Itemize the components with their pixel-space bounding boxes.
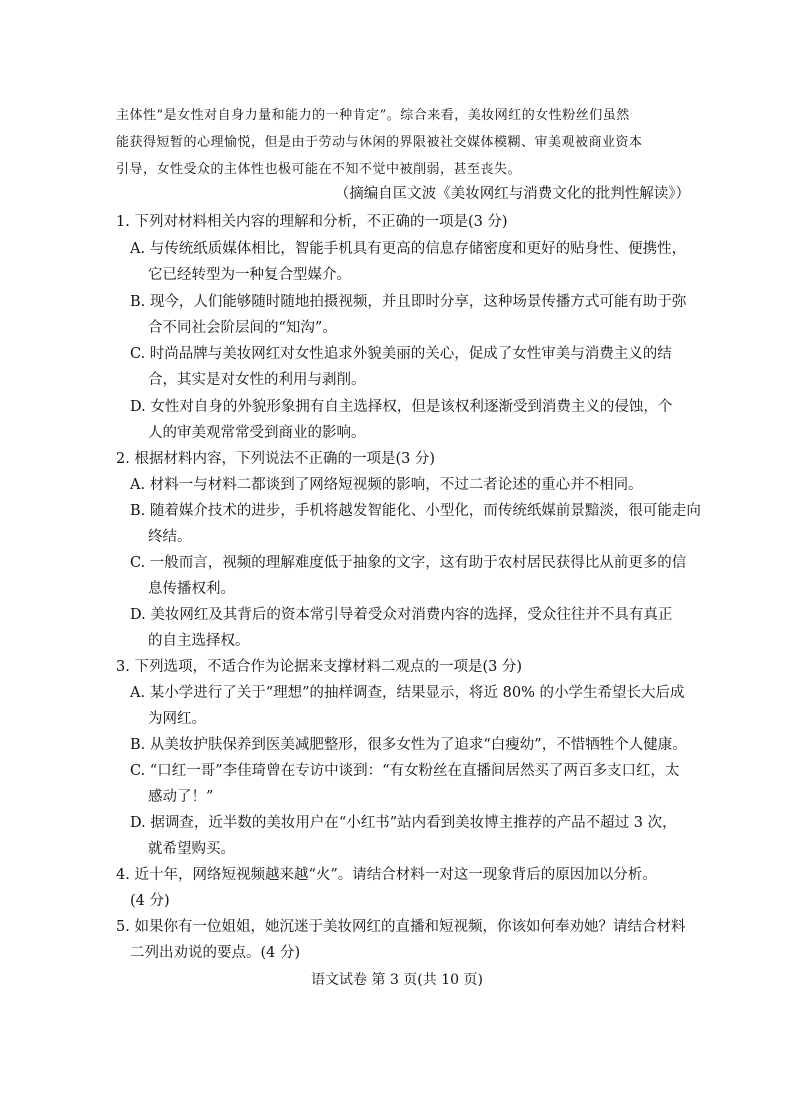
q2-option-d: D. 美妆网红及其背后的资本常引导着受众对消费内容的选择，受众往往并不具有真正: [130, 607, 673, 623]
page-footer: 语文试卷 第 3 页(共 10 页): [311, 972, 483, 988]
q1-option-d: D. 女性对自身的外貌形象拥有自主选择权，但是该权利逐渐受到消费主义的侵蚀，个: [130, 399, 673, 415]
question-4-stem: 4. 近十年，网络短视频越来越“火”。请结合材料一对这一现象背后的原因加以分析。: [116, 867, 657, 883]
intro-line-3: 引导，女性受众的主体性也极可能在不知不觉中被削弱，甚至丧失。: [116, 162, 522, 177]
q1-option-a: A. 与传统纸质媒体相比，智能手机具有更高的信息存储密度和更好的贴身性、便携性，: [130, 241, 687, 257]
q3-option-d: D. 据调查，近半数的美妆用户在“小红书”站内看到美妆博主推荐的产品不超过 3 次，: [130, 815, 677, 831]
q1-option-b-cont: 合不同社会阶层间的“知沟”。: [148, 320, 337, 336]
q2-option-a: A. 材料一与材料二都谈到了网络短视频的影响，不过二者论述的重心并不相同。: [130, 477, 643, 493]
q1-option-a-cont: 它已经转型为一种复合型媒介。: [148, 267, 351, 283]
q2-option-b-cont: 终结。: [148, 529, 192, 545]
q2-option-c-cont: 息传播权利。: [148, 581, 235, 597]
question-5-stem: 5. 如果你有一位姐姐，她沉迷于美妆网红的直播和短视频，你该如何奉劝她？请结合材料: [116, 919, 686, 935]
q3-option-a-cont: 为网红。: [148, 711, 206, 727]
q1-option-c-cont: 合，其实是对女性的利用与剥削。: [148, 372, 366, 388]
q2-option-c: C. 一般而言，视频的理解难度低于抽象的文字，这有助于农村居民获得比从前更多的信: [130, 555, 687, 571]
question-4-points: (4 分): [130, 893, 170, 909]
q3-option-d-cont: 就希望购买。: [148, 841, 235, 857]
q1-option-b: B. 现今，人们能够随时随地拍摄视频，并且即时分享，这种场景传播方式可能有助于弥: [130, 294, 687, 310]
q3-option-b: B. 从美妆护肤保养到医美减肥整形，很多女性为了追求“白瘦幼”，不惜牺牲个人健康。: [130, 737, 687, 753]
q1-option-d-cont: 人的审美观常常受到商业的影响。: [148, 425, 366, 441]
q1-option-c: C. 时尚品牌与美妆网红对女性追求外貌美丽的关心，促成了女性审美与消费主义的结: [130, 346, 672, 362]
question-1-stem: 1. 下列对材料相关内容的理解和分析，不正确的一项是(3 分): [116, 214, 508, 230]
q3-option-c-cont: 感动了！”: [148, 789, 214, 805]
q2-option-b: B. 随着媒介技术的进步，手机将越发智能化、小型化，而传统纸媒前景黯淡，很可能走向: [130, 503, 701, 519]
source-citation: （摘编自匡文波《美妆网红与消费文化的批判性解读》）: [334, 186, 690, 202]
question-3-stem: 3. 下列选项，不适合作为论据来支撑材料二观点的一项是(3 分): [116, 659, 523, 675]
intro-line-2: 能获得短暂的心理愉悦，但是由于劳动与休闲的界限被社交媒体模糊、审美观被商业资本: [116, 135, 643, 150]
q2-option-d-cont: 的自主选择权。: [148, 633, 250, 649]
q3-option-a: A. 某小学进行了关于“理想”的抽样调查，结果显示，将近 80% 的小学生希望长大后成: [130, 685, 685, 701]
question-2-stem: 2. 根据材料内容，下列说法不正确的一项是(3 分): [116, 451, 436, 467]
intro-line-1: 主体性”是女性对自身力量和能力的一种肯定”。综合来看，美妆网红的女性粉丝们虽然: [116, 108, 630, 123]
q3-option-c: C. “口红一哥”李佳琦曾在专访中谈到：“有女粉丝在直播间居然买了两百多支口红，太: [130, 763, 680, 779]
question-5-cont: 二列出劝说的要点。(4 分): [130, 945, 301, 961]
